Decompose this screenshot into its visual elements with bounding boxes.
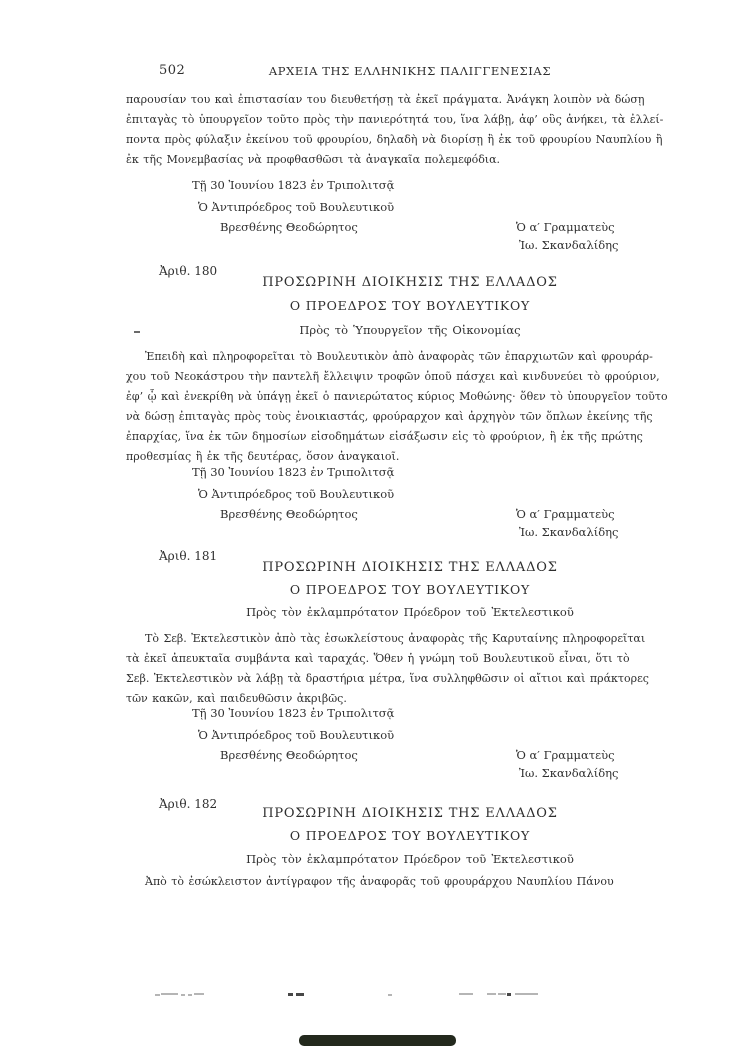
- text-line: χου τοῦ Νεοκάστρου τὴν παντελῆ ἔλλειψιν τροφῶν ὁποῦ πάσχει καὶ κινδυνεύει τὸ φρούριον,: [126, 370, 660, 383]
- page-number: 502: [159, 63, 186, 78]
- scan-artifact: [459, 993, 473, 995]
- home-indicator-bar: [299, 1035, 456, 1046]
- text-line: τὰ ἐκεῖ ἀπευκταῖα συμβάντα καὶ ταραχάς. Ὅθεν ἡ γνώμη τοῦ Βουλευτικοῦ εἶναι, ὅτι τὸ: [126, 652, 630, 665]
- secretary-name: Ἰω. Σκανδαλίδης: [519, 525, 619, 539]
- signature-date: Τῇ 30 Ἰουνίου 1823 ἐν Τριπολιτσᾷ: [192, 178, 395, 192]
- scan-artifact: [161, 993, 178, 995]
- section-body-182: [126, 872, 626, 892]
- section-number-182: Ἀριθ. 182: [159, 797, 218, 811]
- text-line: Ἐπειδὴ καὶ πληροφορεῖται τὸ Βουλευτικὸν ἀπὸ ἀναφορὰς τῶν ἐπαρχιωτῶν καὶ φρουράρ-: [145, 350, 653, 363]
- signer-role: Ὁ Ἀντιπρόεδρος τοῦ Βουλευτικοῦ: [198, 728, 395, 742]
- scan-artifact: [288, 993, 293, 996]
- section-number-180: Ἀριθ. 180: [159, 264, 218, 278]
- section-number-181: Ἀριθ. 181: [159, 549, 218, 563]
- section-addressee: Πρὸς τὸν ἐκλαμπρότατον Πρόεδρον τοῦ Ἐκτελεστικοῦ: [246, 852, 574, 866]
- scan-artifact: [188, 994, 192, 996]
- text-line: Ἀπὸ τὸ ἐσώκλειστον ἀντίγραφον τῆς ἀναφορᾶς τοῦ φρουράρχου Ναυπλίου Πάνου: [145, 875, 614, 888]
- signature-date: Τῇ 30 Ἰουνίου 1823 ἐν Τριπολιτσᾷ: [192, 465, 395, 479]
- scan-artifact: [155, 994, 160, 996]
- signature-date: Τῇ 30 Ἰουνίου 1823 ἐν Τριπολιτσᾷ: [192, 706, 395, 720]
- section-heading-secondary: Ο ΠΡΟΕΔΡΟΣ ΤΟΥ ΒΟΥΛΕΥΤΙΚΟΥ: [289, 828, 531, 843]
- scan-artifact: [388, 994, 392, 996]
- secretary-role: Ὁ α′ Γραμματεὺς: [516, 748, 615, 762]
- scan-artifact: [296, 993, 304, 996]
- secretary-name: Ἰω. Σκανδαλίδης: [519, 766, 619, 780]
- signer-role: Ὁ Ἀντιπρόεδρος τοῦ Βουλευτικοῦ: [198, 487, 395, 501]
- signer-role: Ὁ Ἀντιπρόεδρος τοῦ Βουλευτικοῦ: [198, 200, 395, 214]
- scan-artifact: [181, 994, 185, 996]
- section-heading-primary: ΠΡΟΣΩΡΙΝΗ ΔΙΟΙΚΗΣΙΣ ΤΗΣ ΕΛΛΑΔΟΣ: [262, 560, 558, 575]
- text-line: τῶν κακῶν, καὶ παιδευθῶσιν ἀκριβῶς.: [126, 692, 347, 705]
- secretary-role: Ὁ α′ Γραμματεὺς: [516, 507, 615, 521]
- signer-name: Βρεσθένης Θεοδώρητος: [220, 748, 358, 762]
- text-line: ἐπαρχίας, ἵνα ἐκ τῶν δημοσίων εἰσοδημάτων εἰσάξωσιν εἰς τὸ φρούριον, ἢ ἐκ τῆς πρώτης: [126, 430, 643, 443]
- text-line: προθεσμίας ἢ ἐκ τῆς δευτέρας, ὅσον ἀναγκαιοῖ.: [126, 450, 400, 463]
- text-line: ποντα πρὸς φύλαξιν ἐκείνου τοῦ φρουρίου, δηλαδὴ νὰ διορίσῃ ἢ ἐκ τοῦ φρουρίου Ναυπλίου ἢ: [126, 133, 663, 146]
- secretary-role: Ὁ α′ Γραμματεὺς: [516, 220, 615, 234]
- text-line: Σεβ. Ἐκτελεστικὸν νὰ λάβῃ τὰ δραστήρια μέτρα, ἵνα συλληφθῶσιν οἱ αἴτιοι καὶ πράκτορες: [126, 672, 649, 685]
- section-body-180: [126, 347, 668, 467]
- scan-artifact: [515, 993, 538, 995]
- text-line: νὰ δώσῃ ἐπιταγὰς πρὸς τοὺς ἐνοικιαστάς, φρούραρχον καὶ ἀρχηγὸν τῶν ὅπλων ἐκείνης τῆς: [126, 410, 653, 423]
- section-heading-primary: ΠΡΟΣΩΡΙΝΗ ΔΙΟΙΚΗΣΙΣ ΤΗΣ ΕΛΛΑΔΟΣ: [262, 275, 558, 290]
- text-line: ἐκ τῆς Μονεμβασίας νὰ προφθασθῶσι τὰ ἀναγκαῖα πολεμεφόδια.: [126, 153, 501, 166]
- running-title: ΑΡΧΕΙΑ ΤΗΣ ΕΛΛΗΝΙΚΗΣ ΠΑΛΙΓΓΕΝΕΣΙΑΣ: [268, 64, 552, 78]
- scan-artifact: [507, 993, 511, 996]
- signature-block-2: [126, 465, 626, 545]
- scan-artifact: [194, 993, 204, 995]
- signer-name: Βρεσθένης Θεοδώρητος: [220, 220, 358, 234]
- text-line: ἐφ’ ᾧ καὶ ἐνεκρίθη νὰ ὑπάγῃ ἐκεῖ ὁ πανιερώτατος κύριος Μοθώνης· ὅθεν τὸ ὑπουργεῖον τοῦτο: [126, 390, 668, 403]
- text-line: παρουσίαν του καὶ ἐπιστασίαν του διευθετήσῃ τὰ ἐκεῖ πράγματα. Ἀνάγκη λοιπὸν νὰ δώσῃ: [126, 93, 645, 106]
- section-addressee: Πρὸς τὸν ἐκλαμπρότατον Πρόεδρον τοῦ Ἐκτελεστικοῦ: [246, 605, 574, 619]
- section-body-181: [126, 629, 649, 709]
- secretary-name: Ἰω. Σκανδαλίδης: [519, 238, 619, 252]
- signature-block-1: [126, 178, 626, 258]
- scan-artifact: [134, 331, 140, 333]
- section-addressee: Πρὸς τὸ Ὑπουργεῖον τῆς Οἰκονομίας: [299, 323, 521, 337]
- signature-block-3: [126, 706, 626, 786]
- signer-name: Βρεσθένης Θεοδώρητος: [220, 507, 358, 521]
- continuation-paragraph: [126, 90, 664, 170]
- text-line: Τὸ Σεβ. Ἐκτελεστικὸν ἀπὸ τὰς ἐσωκλείστους ἀναφορὰς τῆς Καρυταίνης πληροφορεῖται: [145, 632, 646, 645]
- scan-artifact: [498, 993, 506, 995]
- text-line: ἐπιταγὰς τὸ ὑπουργεῖον τοῦτο πρὸς τὴν πανιερότητά του, ἵνα λάβῃ, ἀφ’ οὓς ἀνήκει, τὰ ἐλλεί-: [126, 113, 664, 126]
- scan-artifact: [487, 993, 496, 995]
- section-heading-secondary: Ο ΠΡΟΕΔΡΟΣ ΤΟΥ ΒΟΥΛΕΥΤΙΚΟΥ: [289, 298, 531, 313]
- section-heading-primary: ΠΡΟΣΩΡΙΝΗ ΔΙΟΙΚΗΣΙΣ ΤΗΣ ΕΛΛΑΔΟΣ: [262, 806, 558, 821]
- section-heading-secondary: Ο ΠΡΟΕΔΡΟΣ ΤΟΥ ΒΟΥΛΕΥΤΙΚΟΥ: [289, 582, 531, 597]
